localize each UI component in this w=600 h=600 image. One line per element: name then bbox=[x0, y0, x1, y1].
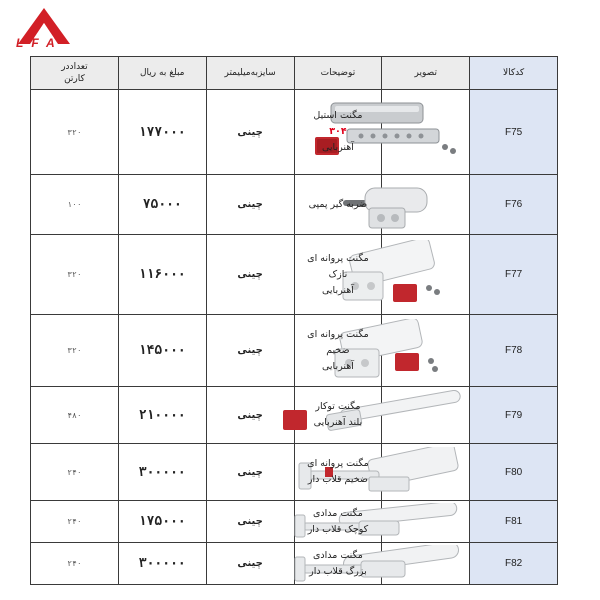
product-image bbox=[382, 90, 470, 175]
product-price: ۱۱۶۰۰۰ bbox=[118, 235, 206, 315]
header-qty bbox=[31, 57, 119, 90]
description-line: کوچک قلاب دار bbox=[307, 523, 369, 535]
description-line: آهنربایی bbox=[322, 360, 354, 372]
description-line: بلند آهنربایی bbox=[313, 417, 363, 428]
product-size: چینی bbox=[206, 235, 294, 315]
product-code: F81 bbox=[470, 501, 558, 543]
table-header-row bbox=[31, 57, 558, 90]
product-image bbox=[382, 387, 470, 444]
product-price: ۳۰۰۰۰۰ bbox=[118, 543, 206, 585]
product-qty: ۳۲۰ bbox=[31, 90, 119, 175]
table-row bbox=[31, 235, 558, 315]
price-list-table bbox=[30, 56, 558, 585]
product-size: چینی bbox=[206, 444, 294, 501]
product-qty: ۳۲۰ bbox=[31, 315, 119, 387]
product-size: چینی bbox=[206, 315, 294, 387]
description-line: نازک bbox=[328, 268, 348, 280]
product-price: ۱۴۵۰۰۰ bbox=[118, 315, 206, 387]
product-qty: ۲۴۰ bbox=[31, 501, 119, 543]
description-line-highlight: ۳۰۴ bbox=[329, 126, 347, 137]
product-image bbox=[382, 543, 470, 585]
product-size: چینی bbox=[206, 543, 294, 585]
product-code: F79 bbox=[470, 387, 558, 444]
product-code: F76 bbox=[470, 175, 558, 235]
product-size: چینی bbox=[206, 501, 294, 543]
product-size: چینی bbox=[206, 175, 294, 235]
description-line: مگنت مدادی bbox=[312, 507, 363, 519]
product-qty: ۲۴۰ bbox=[31, 543, 119, 585]
header-code: کدکالا bbox=[470, 57, 558, 90]
product-qty: ۴۸۰ bbox=[31, 387, 119, 444]
product-size: چینی bbox=[206, 387, 294, 444]
header-price: مبلغ به ریال bbox=[118, 57, 206, 90]
product-image bbox=[382, 235, 470, 315]
product-price: ۱۷۵۰۰۰ bbox=[118, 501, 206, 543]
table-row bbox=[31, 543, 558, 585]
product-price: ۷۵۰۰۰ bbox=[118, 175, 206, 235]
product-qty: ۱۰۰ bbox=[31, 175, 119, 235]
product-price: ۲۱۰۰۰۰ bbox=[118, 387, 206, 444]
table-row bbox=[31, 90, 558, 175]
description-line: بزرگ قلاب دار bbox=[309, 565, 367, 577]
description-line: مگنت پروانه ای bbox=[307, 458, 369, 469]
header-size: سایزبه‌میلیمتر bbox=[206, 57, 294, 90]
header-description: توضیحات bbox=[294, 57, 382, 90]
table-row bbox=[31, 175, 558, 235]
description-line: مگنت پروانه ای bbox=[307, 252, 369, 264]
product-code: F77 bbox=[470, 235, 558, 315]
description-line: ضخیم bbox=[326, 344, 350, 356]
product-price: ۳۰۰۰۰۰ bbox=[118, 444, 206, 501]
description-line: ضربه گیر پمپی bbox=[308, 198, 368, 210]
header-image: تصویر bbox=[382, 57, 470, 90]
description-line: مگنت توکار bbox=[315, 401, 361, 412]
product-image bbox=[382, 315, 470, 387]
table-row bbox=[31, 387, 558, 444]
product-price: ۱۷۷۰۰۰ bbox=[118, 90, 206, 175]
product-image bbox=[382, 501, 470, 543]
product-code: F80 bbox=[470, 444, 558, 501]
product-image bbox=[382, 444, 470, 501]
product-image bbox=[382, 175, 470, 235]
product-code: F82 bbox=[470, 543, 558, 585]
header-qty-line2: کارتن bbox=[64, 74, 85, 84]
description-line: مگنت مدادی bbox=[312, 549, 363, 561]
product-size: چینی bbox=[206, 90, 294, 175]
description-line: ضخیم قلاب دار bbox=[307, 474, 368, 485]
table-row bbox=[31, 501, 558, 543]
logo-text: LFA bbox=[16, 36, 63, 50]
table-row bbox=[31, 444, 558, 501]
product-code: F75 bbox=[470, 90, 558, 175]
product-qty: ۲۴۰ bbox=[31, 444, 119, 501]
product-code: F78 bbox=[470, 315, 558, 387]
description-line: مگنت استیل bbox=[313, 110, 363, 121]
description-line: مگنت پروانه ای bbox=[307, 328, 369, 340]
table-row bbox=[31, 315, 558, 387]
header-qty-line1: تعداددر bbox=[61, 62, 88, 72]
description-line: آهنربایی bbox=[322, 142, 354, 153]
product-qty: ۳۲۰ bbox=[31, 235, 119, 315]
description-line: آهنربایی bbox=[322, 284, 354, 296]
